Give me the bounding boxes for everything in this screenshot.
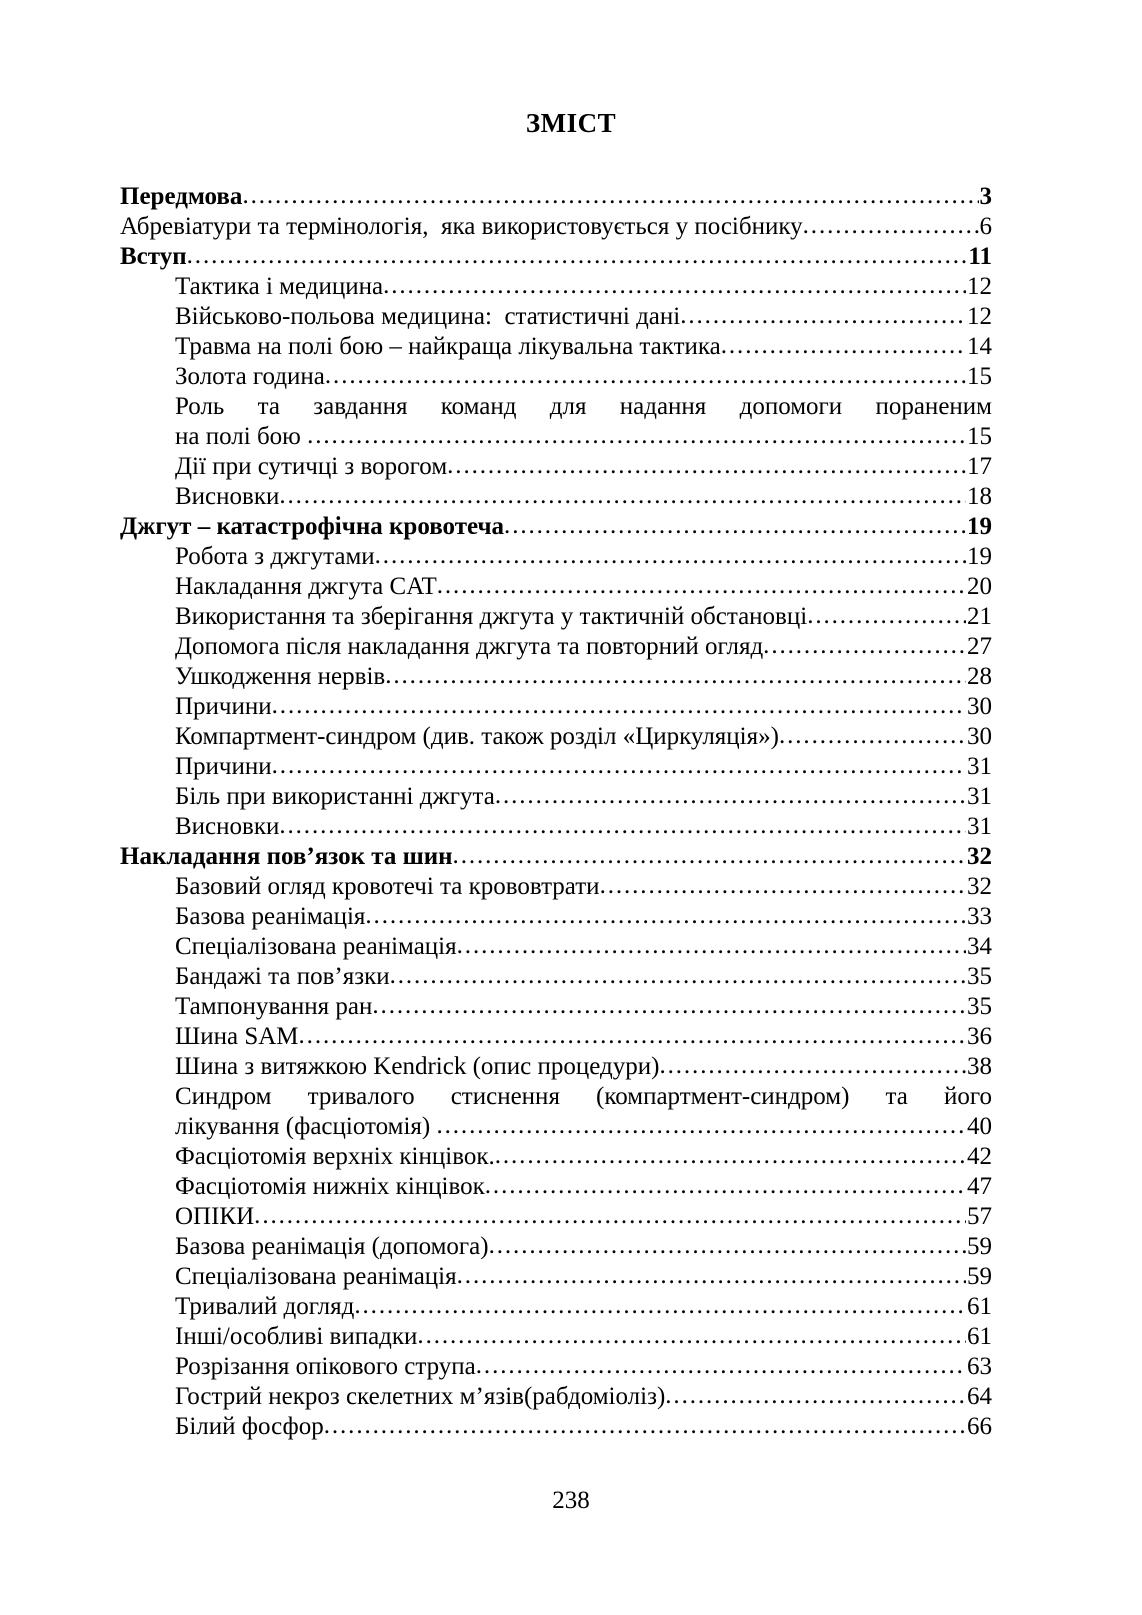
toc-entry[interactable] (120, 662, 992, 692)
toc-leader-dots (489, 1231, 966, 1261)
toc-entry-label: Військово-польова медицина: статистичні дані (175, 303, 681, 330)
toc-entry-page-number: 12 (967, 273, 992, 300)
toc-entry-label: Ушкодження нервів (175, 663, 386, 690)
toc-entry-label: Робота з джгутами (175, 543, 375, 570)
toc-entry-label: Фасціотомія верхніх кінцівок. (175, 1143, 495, 1170)
toc-entry-label: Накладання пов’язок та шин (120, 843, 453, 870)
toc-leader-dots (485, 1171, 966, 1201)
toc-entry-label: Компартмент-синдром (див. також розділ «Циркуляція») (175, 723, 779, 750)
toc-entry-label: Золота година (175, 363, 325, 390)
toc-entry[interactable] (120, 1022, 992, 1052)
table-of-contents-list (120, 182, 992, 1442)
toc-entry-page-number: 63 (967, 1353, 992, 1380)
toc-entry-page-number: 21 (967, 603, 992, 630)
toc-entry[interactable] (120, 572, 992, 602)
toc-leader-dots (299, 1021, 966, 1051)
toc-leader-dots (721, 331, 966, 361)
toc-entry-label: Бандажі та пов’язки (175, 963, 390, 990)
toc-leader-dots (375, 541, 966, 571)
toc-entry-label: Шина з витяжкою Kendrick (опис процедури) (175, 1053, 660, 1080)
toc-leader-dots (436, 1111, 966, 1141)
toc-leader-dots (659, 1051, 966, 1081)
toc-entry[interactable] (120, 1172, 992, 1202)
toc-entry-page-number: 36 (967, 1023, 992, 1050)
toc-leader-dots (680, 301, 966, 331)
toc-entry[interactable] (120, 1052, 992, 1082)
toc-entry[interactable] (120, 632, 992, 662)
toc-leader-dots (457, 931, 966, 961)
toc-entry[interactable] (120, 1412, 992, 1442)
toc-entry-label: ОПІКИ (175, 1203, 255, 1230)
toc-entry-page-number: 19 (967, 513, 992, 540)
toc-entry[interactable] (120, 542, 992, 572)
toc-entry-label: Спеціалізована реанімація (175, 933, 457, 960)
toc-entry-page-number: 33 (967, 903, 992, 930)
toc-entry[interactable] (120, 362, 992, 392)
toc-leader-dots (447, 451, 966, 481)
toc-entry-page-number: 42 (967, 1143, 992, 1170)
toc-leader-dots (417, 1321, 966, 1351)
toc-entry-page-number: 27 (967, 633, 992, 660)
toc-leader-dots (665, 1381, 966, 1411)
toc-entry-page-number: 31 (967, 783, 992, 810)
toc-entry-page-number: 40 (967, 1113, 992, 1140)
toc-entry[interactable] (120, 242, 992, 272)
toc-leader-dots (372, 991, 966, 1021)
toc-entry-label: Фасціотомія нижніх кінцівок (175, 1173, 485, 1200)
toc-entry-page-number: 18 (967, 483, 992, 510)
toc-leader-dots (383, 271, 966, 301)
toc-leader-dots (365, 901, 966, 931)
toc-leader-dots (279, 811, 966, 841)
toc-entry[interactable] (120, 1142, 992, 1172)
toc-entry-page-number: 3 (979, 183, 992, 210)
toc-entry[interactable] (120, 692, 992, 722)
toc-entry-label: Джгут – катастрофічна кровотеча (120, 513, 505, 540)
toc-entry[interactable] (120, 752, 992, 782)
toc-entry-page-number: 32 (967, 843, 992, 870)
toc-entry[interactable] (120, 452, 992, 482)
toc-entry-label: Допомога після накладання джгута та повторний огляд (175, 633, 764, 660)
toc-leader-dots (324, 1411, 966, 1441)
toc-leader-dots (307, 421, 966, 451)
toc-leader-dots (254, 1201, 966, 1231)
toc-leader-dots (476, 1351, 966, 1381)
toc-entry-label: Базовий огляд кровотечі та крововтрати (175, 873, 600, 900)
toc-leader-dots (457, 1261, 966, 1291)
toc-entry-page-number: 35 (967, 963, 992, 990)
toc-entry-page-number: 34 (967, 933, 992, 960)
toc-entry[interactable] (120, 212, 992, 242)
toc-leader-dots (803, 211, 979, 241)
toc-entry-label: Базова реанімація (допомога) (175, 1233, 489, 1260)
toc-leader-dots (272, 751, 966, 781)
toc-entry-label: Дії при сутичці з ворогом (175, 453, 448, 480)
toc-leader-dots (807, 601, 966, 631)
toc-leader-dots (242, 181, 978, 211)
toc-entry-page-number: 32 (967, 873, 992, 900)
page-number: 238 (552, 1487, 590, 1514)
toc-entry-label: Тактика і медицина (175, 273, 384, 300)
toc-entry-label: Причини (175, 693, 272, 720)
toc-entry-page-number: 66 (967, 1413, 992, 1440)
toc-entry[interactable] (120, 512, 992, 542)
toc-entry-label: Біль при використанні джгута (175, 783, 495, 810)
toc-entry-page-number: 59 (967, 1233, 992, 1260)
toc-entry[interactable] (120, 812, 992, 842)
toc-entry-page-number: 30 (967, 693, 992, 720)
toc-entry-label: Передмова (120, 183, 243, 210)
toc-entry-page-number: 15 (967, 423, 992, 450)
toc-entry-label: Гострий некроз скелетних м’язів(рабдоміоліз) (175, 1383, 666, 1410)
toc-entry-page-number: 11 (968, 243, 992, 270)
toc-entry-label: Синдром тривалого стиснення (компартмент-синдром) та його (175, 1083, 992, 1110)
toc-entry-page-number: 12 (967, 303, 992, 330)
toc-entry[interactable] (120, 1382, 992, 1412)
toc-entry[interactable] (120, 782, 992, 812)
toc-entry[interactable] (120, 182, 992, 212)
toc-entry-label: Тампонування ран (175, 993, 373, 1020)
toc-leader-dots (437, 571, 966, 601)
toc-entry[interactable] (120, 842, 992, 872)
toc-entry-label: Інші/особливі випадки (175, 1323, 418, 1350)
toc-entry-page-number: 38 (967, 1053, 992, 1080)
toc-leader-dots (272, 691, 966, 721)
toc-entry[interactable] (120, 1352, 992, 1382)
toc-entry-page-number: 31 (967, 753, 992, 780)
toc-entry[interactable] (120, 962, 992, 992)
toc-entry[interactable] (120, 602, 992, 632)
toc-entry-page-number: 6 (979, 213, 992, 240)
toc-entry-page-number: 57 (967, 1203, 992, 1230)
toc-entry[interactable] (120, 1232, 992, 1262)
toc-entry[interactable] (120, 302, 992, 332)
toc-entry-page-number: 28 (967, 663, 992, 690)
toc-entry-label: Абревіатури та термінологія, яка використовується у посібнику (120, 213, 803, 240)
toc-leader-dots (495, 781, 966, 811)
toc-entry[interactable] (120, 902, 992, 932)
toc-entry[interactable] (120, 392, 992, 452)
toc-entry-label-continued: на полі бою (175, 423, 308, 450)
toc-entry[interactable] (120, 332, 992, 362)
toc-entry-label: Висновки (175, 483, 280, 510)
toc-entry-page-number: 31 (967, 813, 992, 840)
toc-leader-dots (325, 361, 966, 391)
toc-leader-dots (385, 661, 966, 691)
toc-entry-label-continued: лікування (фасціотомія) (175, 1113, 437, 1140)
toc-entry-label: Вступ (120, 243, 187, 270)
toc-entry-label: Причини (175, 753, 272, 780)
toc-entry[interactable] (120, 1262, 992, 1292)
toc-leader-dots (504, 511, 966, 541)
toc-entry[interactable] (120, 272, 992, 302)
toc-entry-label: Травма на полі бою – найкраща лікувальна тактика (175, 333, 721, 360)
toc-entry-label: Спеціалізована реанімація (175, 1263, 457, 1290)
toc-entry-label: Шина SAM (175, 1023, 299, 1050)
toc-entry-page-number: 35 (967, 993, 992, 1020)
toc-leader-dots (390, 961, 966, 991)
toc-entry-label: Білий фосфор (175, 1413, 324, 1440)
toc-entry-page-number: 61 (967, 1293, 992, 1320)
toc-entry[interactable] (120, 1322, 992, 1352)
toc-entry-label: Використання та зберігання джгута у тактичній обстановці (175, 603, 808, 630)
toc-entry-page-number: 17 (967, 453, 992, 480)
toc-entry[interactable] (120, 482, 992, 512)
toc-entry-page-number: 14 (967, 333, 992, 360)
toc-entry[interactable] (120, 1292, 992, 1322)
toc-leader-dots (779, 721, 966, 751)
toc-entry-page-number: 64 (967, 1383, 992, 1410)
toc-entry-label: Розрізання опікового струпа (175, 1353, 476, 1380)
toc-entry[interactable] (120, 992, 992, 1022)
toc-entry-page-number: 59 (967, 1263, 992, 1290)
toc-entry-page-number: 20 (967, 573, 992, 600)
toc-leader-dots (495, 1141, 966, 1171)
toc-entry-page-number: 30 (967, 723, 992, 750)
toc-leader-dots (279, 481, 966, 511)
toc-entry-page-number: 19 (967, 543, 992, 570)
toc-entry-page-number: 15 (967, 363, 992, 390)
toc-entry[interactable] (120, 722, 992, 752)
toc-entry-label: Тривалий догляд (175, 1293, 355, 1320)
toc-entry[interactable] (120, 932, 992, 962)
toc-entry-label: Роль та завдання команд для надання допомоги пораненим (175, 393, 992, 420)
toc-entry-page-number: 47 (967, 1173, 992, 1200)
toc-leader-dots (187, 241, 968, 271)
toc-entry-label: Накладання джгута CAT (175, 573, 437, 600)
toc-entry[interactable] (120, 872, 992, 902)
toc-entry-label: Висновки (175, 813, 280, 840)
toc-leader-dots (763, 631, 966, 661)
page-title: ЗМІСТ (525, 108, 617, 138)
toc-leader-dots (354, 1291, 966, 1321)
toc-entry-label: Базова реанімація (175, 903, 366, 930)
toc-entry[interactable] (120, 1202, 992, 1232)
toc-entry-page-number: 61 (967, 1323, 992, 1350)
toc-leader-dots (600, 871, 966, 901)
toc-entry[interactable] (120, 1082, 992, 1142)
toc-leader-dots (453, 841, 966, 871)
